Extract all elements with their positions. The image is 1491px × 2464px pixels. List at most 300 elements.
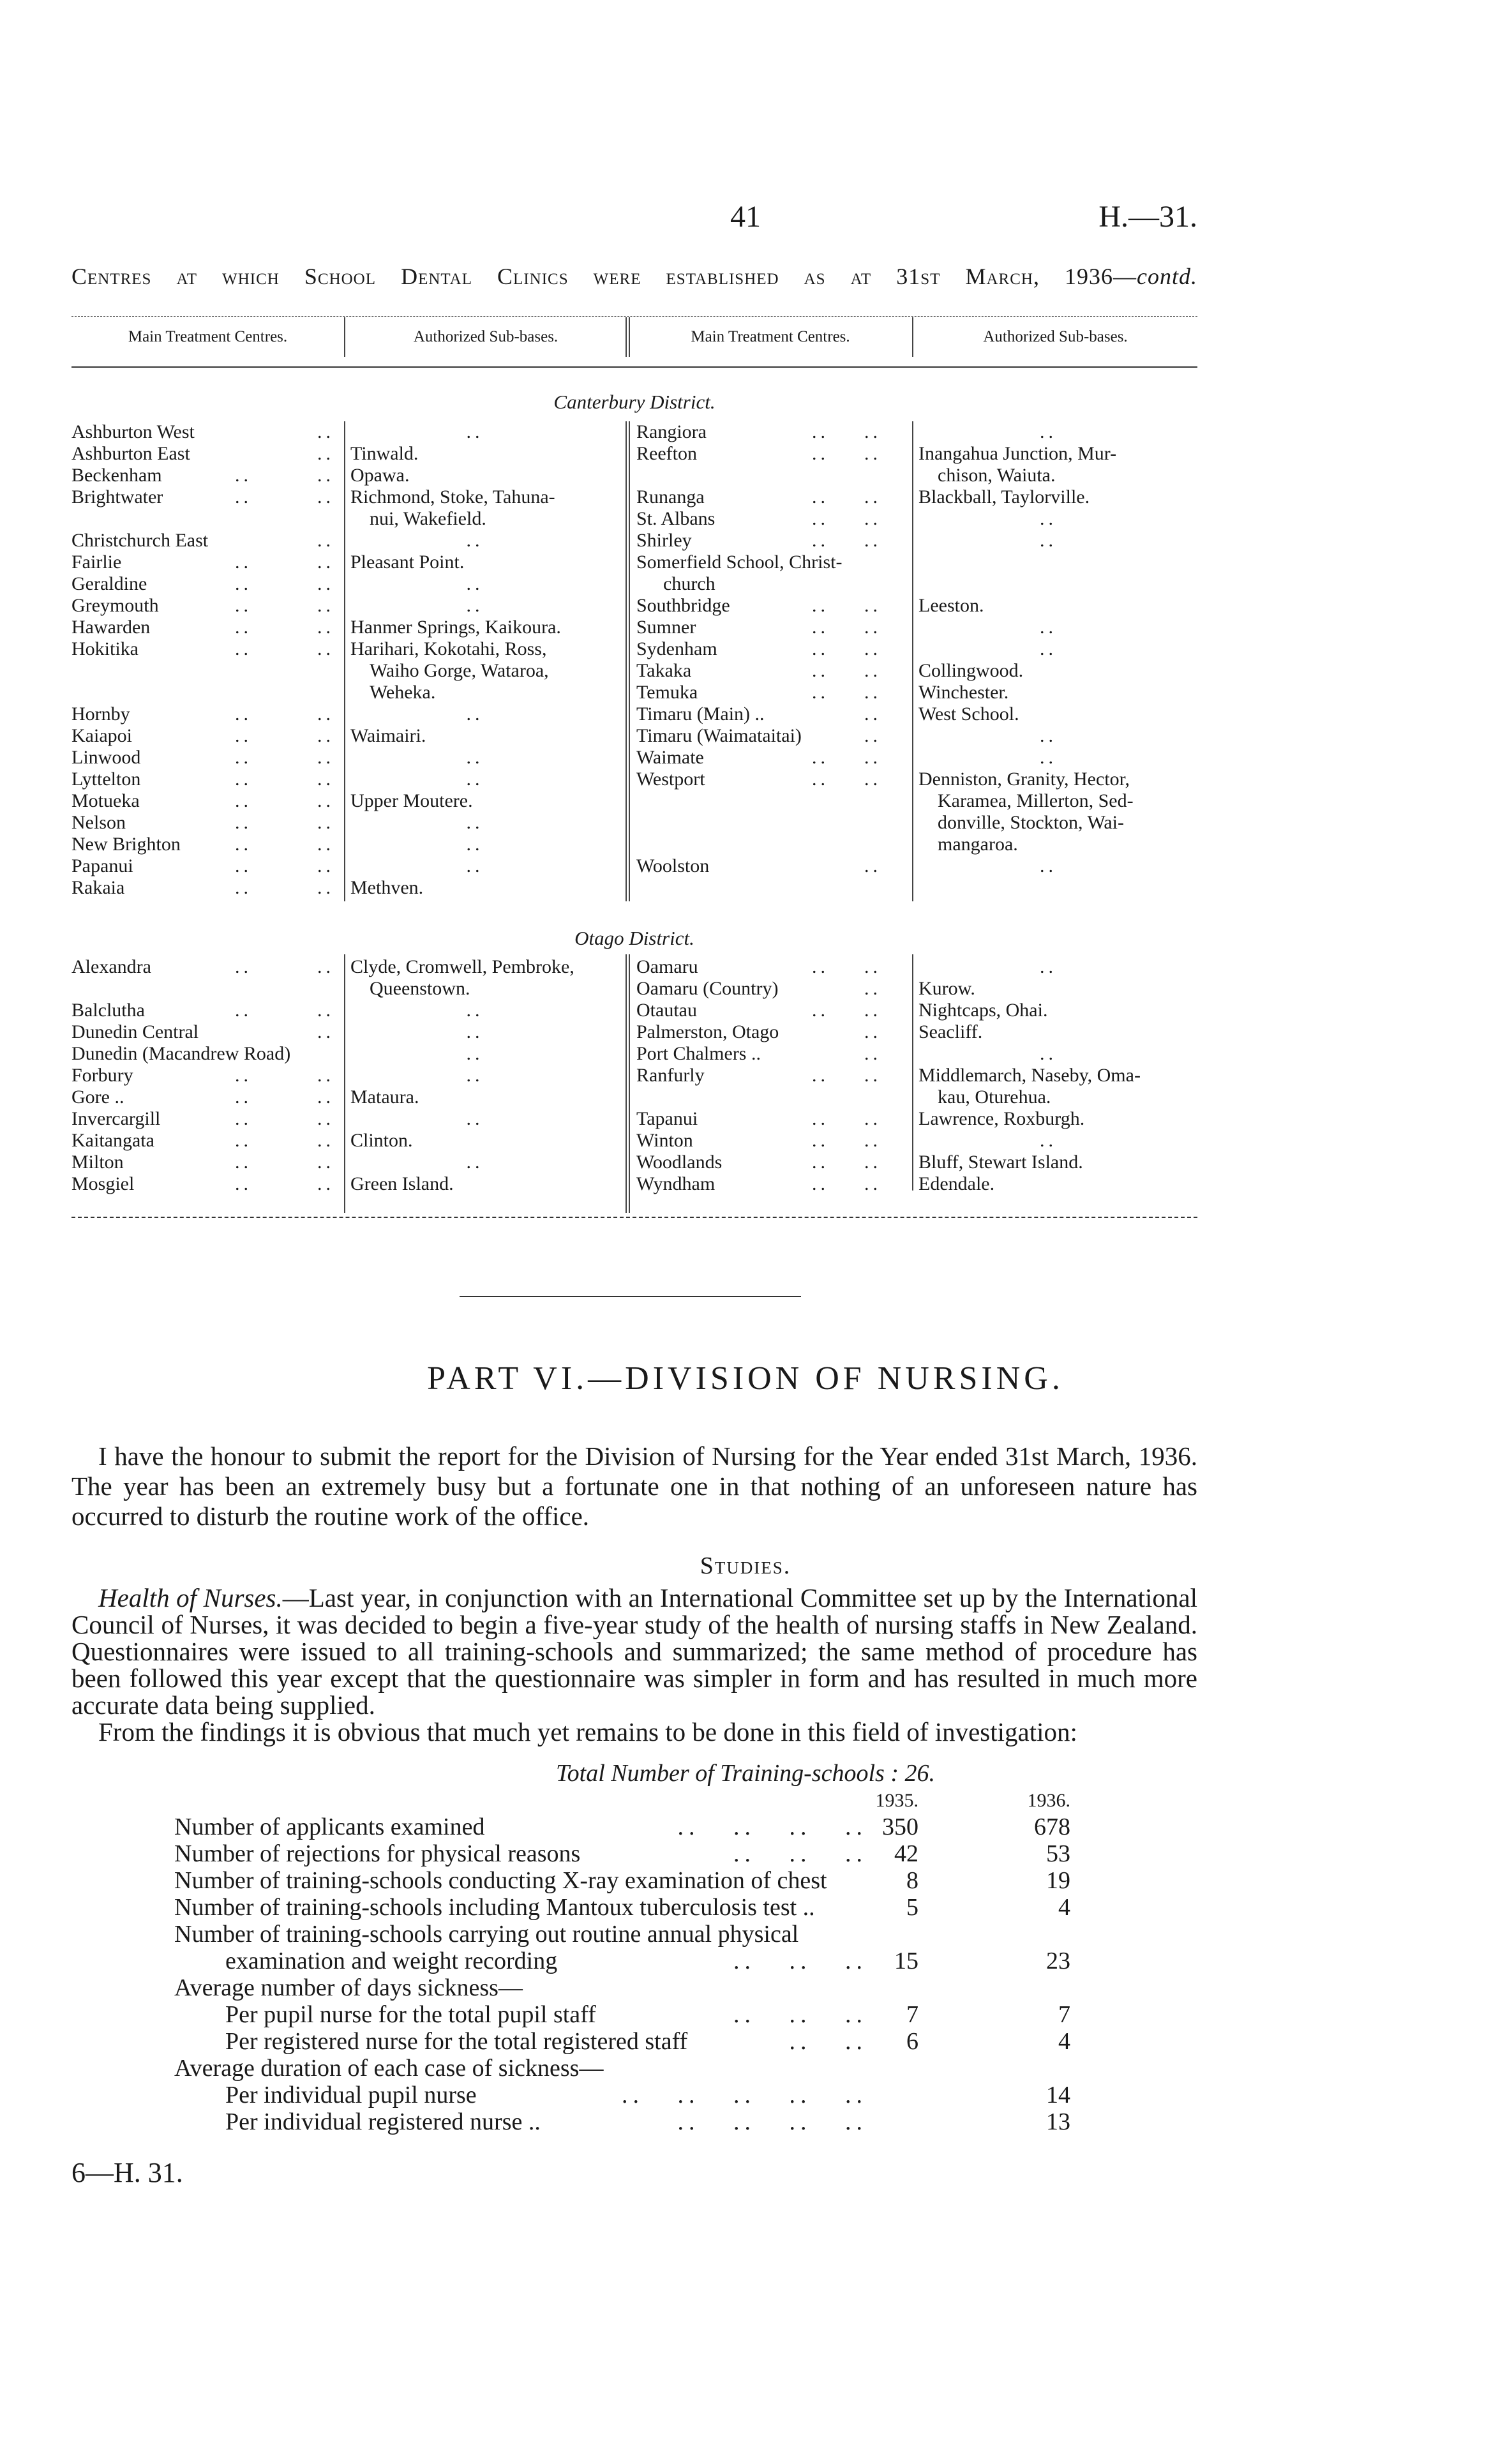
stats-row [174, 1840, 1074, 1867]
table-title-text: Centres at which School Dental Clinics were established as at 31st March, 1936— [71, 264, 1137, 289]
document-reference: H.—31. [1098, 200, 1197, 234]
centre-name: Papanui [71, 855, 133, 876]
clinic-row [636, 978, 1197, 1000]
clinic-row [71, 769, 620, 790]
sub-base: mangaroa. [938, 834, 1018, 855]
centre-name: Lyttelton [71, 769, 141, 790]
dot-leader: .. [235, 956, 252, 977]
clinic-row [71, 855, 620, 877]
dot-leader: .. [235, 552, 252, 573]
clinic-row-line [636, 1086, 1197, 1108]
dot-leader: .. [864, 956, 881, 977]
dot-leader: .. [235, 486, 252, 507]
dot-leader [798, 1921, 867, 1948]
empty-sub-base: .. [466, 769, 484, 790]
sub-base: Methven. [350, 877, 424, 898]
dot-leader: .. [864, 725, 881, 746]
centre-name: Somerfield School, Christ- [636, 552, 843, 573]
sub-base: Upper Moutere. [350, 790, 473, 811]
clinic-row-line [636, 725, 1197, 747]
clinic-row-line [71, 682, 620, 703]
clinic-row-line [636, 595, 1197, 617]
clinic-row-line [636, 769, 1197, 790]
dot-leader: .. [864, 486, 881, 507]
dot-leader: .. [864, 443, 881, 464]
empty-sub-base: .. [466, 812, 484, 833]
clinic-row-line [71, 747, 620, 769]
clinic-row [636, 617, 1197, 638]
centre-name: Ashburton West [71, 421, 195, 442]
dot-leader: .. [864, 1065, 881, 1086]
clinic-row [71, 595, 620, 617]
stats-row [174, 1921, 1074, 1948]
district-heading-canterbury: Canterbury District. [553, 391, 716, 413]
clinic-row-line [636, 617, 1197, 638]
clinic-row [71, 1021, 620, 1043]
clinic-row-line [71, 877, 620, 899]
centre-name: Woodlands [636, 1152, 723, 1173]
dot-leader: .. [317, 956, 334, 977]
dot-leader: .. [812, 660, 829, 681]
clinic-row [636, 638, 1197, 660]
dot-leader: .. [235, 812, 252, 833]
clinic-row-line [636, 1173, 1197, 1195]
dot-leader: .. [317, 769, 334, 790]
dot-leader: .. [864, 1173, 881, 1194]
empty-sub-base: .. [466, 855, 484, 876]
dot-leader: .. [812, 1130, 829, 1151]
centre-name: Beckenham [71, 465, 162, 486]
clinic-row-line [636, 443, 1197, 465]
clinic-row [71, 790, 620, 812]
centre-name: Rangiora [636, 421, 707, 442]
sub-base: kau, Oturehua. [938, 1086, 1051, 1108]
stats-label: Average number of days sickness— [174, 1974, 523, 2001]
clinic-row [71, 573, 620, 595]
centre-name: Mosgiel [71, 1173, 135, 1194]
empty-sub-base: .. [1040, 956, 1057, 977]
dot-leader: .. [317, 421, 334, 442]
value-1935 [867, 1974, 918, 2001]
sub-base: Opawa. [350, 465, 410, 486]
empty-sub-base: .. [466, 1043, 484, 1064]
clinic-row-line [636, 956, 1197, 978]
centre-name: Palmerston, Otago [636, 1021, 779, 1042]
dot-leader: .. [235, 638, 252, 659]
clinic-row [636, 595, 1197, 617]
dot-leader: .. [812, 638, 829, 659]
value-1936 [918, 1974, 1074, 2001]
header-main-centres-2: Main Treatment Centres. [691, 328, 850, 345]
sub-base: Mataura. [350, 1086, 419, 1108]
centre-name: Timaru (Waimataitai) [636, 725, 802, 746]
value-1936: 7 [1058, 2001, 1070, 2028]
health-text: —Last year, in conjunction with an International Committee set up by the International Council of Nurses, it was decided to begin a five-year study of the health of nursing staffs in New Zealand. Questionnaires were issued to all training-schools and summarized; the same method of procedure has been followed this year except that the questionnaire was simpler in form and has resulted in much more accurate data being supplied. [71, 1583, 1197, 1720]
clinic-row-line [71, 978, 620, 1000]
centre-name: Wyndham [636, 1173, 716, 1194]
centre-name: Kaitangata [71, 1130, 154, 1151]
stats-table [174, 1788, 1074, 2135]
clinic-row [636, 660, 1197, 682]
sub-base: Tinwald. [350, 443, 419, 464]
clinic-row [636, 1130, 1197, 1152]
dot-leader: .. [812, 530, 829, 551]
dot-leader: .. [235, 1065, 252, 1086]
centre-name: Kaiapoi [71, 725, 132, 746]
dot-leader: .. [317, 725, 334, 746]
stats-row [174, 2001, 1074, 2028]
sub-base: Clyde, Cromwell, Pembroke, [350, 956, 574, 977]
clinic-row-line [71, 573, 620, 595]
clinic-row [71, 638, 620, 703]
centre-name: New Brighton [71, 834, 181, 855]
clinic-row [71, 834, 620, 855]
centre-name: Winton [636, 1130, 693, 1151]
empty-sub-base: .. [1040, 725, 1057, 746]
sub-base: Bluff, Stewart Island. [918, 1152, 1083, 1173]
dot-leader: .. [317, 1108, 334, 1129]
clinic-row-line [71, 1152, 620, 1173]
year-1936: 1936. [1027, 1790, 1070, 1811]
dot-leader: .. .. .. .. [677, 1814, 867, 1840]
dot-leader: .. [317, 552, 334, 573]
centre-name: Fairlie [71, 552, 122, 573]
health-paragraph [71, 1584, 1197, 1718]
clinic-row-line [71, 703, 620, 725]
dot-leader: .. [235, 747, 252, 768]
dot-leader: .. [864, 530, 881, 551]
dot-leader: .. [317, 1173, 334, 1194]
clinic-row-line [636, 790, 1197, 812]
centre-name: Invercargill [71, 1108, 161, 1129]
sub-base: donville, Stockton, Wai- [938, 812, 1125, 833]
stats-label: Per individual pupil nurse [225, 2082, 477, 2108]
clinic-row-line [636, 1108, 1197, 1130]
centre-name: Ashburton East [71, 443, 190, 464]
centre-name: Rakaia [71, 877, 125, 898]
dot-leader: .. [812, 508, 829, 529]
dot-leader: .. [235, 769, 252, 790]
dot-leader: .. [235, 1152, 252, 1173]
sub-base: chison, Waiuta. [938, 465, 1056, 486]
empty-sub-base: .. [466, 1152, 484, 1173]
empty-sub-base: .. [466, 1065, 484, 1086]
clinic-row-line [636, 421, 1197, 443]
centre-name: Waimate [636, 747, 704, 768]
sub-base: nui, Wakefield. [370, 508, 486, 529]
clinic-row-line [71, 1086, 620, 1108]
otago-right-half [636, 956, 1197, 1195]
value-1935 [867, 2082, 918, 2108]
clinic-row-line [71, 1000, 620, 1021]
stats-row [174, 1948, 1074, 1974]
header-bottom-rule [71, 366, 1197, 368]
clinic-row [71, 421, 620, 443]
empty-sub-base: .. [466, 834, 484, 855]
clinic-row-line [71, 1021, 620, 1043]
clinic-row [636, 508, 1197, 530]
value-1935: 6 [906, 2028, 918, 2055]
sub-base: Karamea, Millerton, Sed- [938, 790, 1134, 811]
empty-sub-base: .. [466, 703, 484, 725]
clinic-row [636, 855, 1197, 877]
dot-leader: .. [812, 421, 829, 442]
sub-base: Inangahua Junction, Mur- [918, 443, 1117, 464]
sub-base: Hanmer Springs, Kaikoura. [350, 617, 561, 638]
dot-leader: .. [317, 1152, 334, 1173]
sub-base: Collingwood. [918, 660, 1024, 681]
centre-name: Motueka [71, 790, 140, 811]
centre-name: Greymouth [71, 595, 159, 616]
stats-row [174, 1974, 1074, 2001]
clinic-row [636, 703, 1197, 725]
dot-leader: .. [864, 1043, 881, 1064]
clinic-row [71, 1000, 620, 1021]
table-bottom-rule [71, 1217, 1197, 1218]
value-1936 [918, 2055, 1074, 2082]
sub-base: Seacliff. [918, 1021, 983, 1042]
stats-rows [174, 1814, 1074, 2135]
empty-sub-base: .. [466, 1108, 484, 1129]
empty-sub-base: .. [1040, 1043, 1057, 1064]
clinic-row-line [71, 1108, 620, 1130]
dot-leader: .. [317, 790, 334, 811]
clinic-row-line [71, 855, 620, 877]
dot-leader: .. [812, 1065, 829, 1086]
stats-label: Per pupil nurse for the total pupil staff [225, 2001, 596, 2028]
column-rule [912, 317, 913, 357]
value-1936: 14 [1046, 2082, 1070, 2108]
dot-leader: .. [235, 617, 252, 638]
stats-label: Average duration of each case of sickness— [174, 2055, 604, 2082]
clinic-row-line [71, 1043, 620, 1065]
stats-row [174, 2028, 1074, 2055]
sub-base: Green Island. [350, 1173, 454, 1194]
dot-leader: .. [235, 573, 252, 594]
clinic-row-line [71, 486, 620, 508]
dot-leader: .. .. .. [733, 1840, 867, 1867]
empty-sub-base: .. [466, 530, 484, 551]
clinic-row [636, 769, 1197, 855]
centre-name: Nelson [71, 812, 126, 833]
dot-leader: .. [317, 465, 334, 486]
clinic-row-line [636, 834, 1197, 855]
value-1936: 19 [1046, 1867, 1070, 1894]
dot-leader: .. [812, 769, 829, 790]
clinic-row-line [71, 465, 620, 486]
centre-name: Dunedin Central [71, 1021, 199, 1042]
clinic-row [636, 1043, 1197, 1065]
centre-name: Hawarden [71, 617, 151, 638]
centre-name: Gore .. [71, 1086, 124, 1108]
clinic-row [71, 1130, 620, 1152]
clinic-row-line [71, 552, 620, 573]
health-lead: Health of Nurses. [98, 1583, 283, 1612]
dot-leader: .. [317, 486, 334, 507]
column-rule [626, 317, 627, 357]
clinic-row-line [71, 638, 620, 660]
sub-base: Harihari, Kokotahi, Ross, [350, 638, 547, 659]
canterbury-right-half [636, 421, 1197, 877]
clinic-row [71, 1108, 620, 1130]
clinic-row [636, 530, 1197, 552]
column-rule [344, 317, 345, 357]
clinic-row-line [71, 1065, 620, 1086]
dot-leader: .. [235, 595, 252, 616]
canterbury-left-half [71, 421, 620, 899]
clinic-row [636, 1021, 1197, 1043]
stats-row [174, 1867, 1074, 1894]
column-rule [629, 954, 630, 1213]
clinic-row-line [71, 421, 620, 443]
dot-leader [827, 1867, 867, 1894]
sub-base: West School. [918, 703, 1019, 725]
clinic-row-line [636, 508, 1197, 530]
dot-leader: .. [317, 1065, 334, 1086]
empty-sub-base: .. [1040, 1130, 1057, 1151]
dot-leader: .. [317, 834, 334, 855]
sub-base: Kurow. [918, 978, 975, 999]
year-header-spacer [174, 1788, 867, 1814]
sub-base: Leeston. [918, 595, 984, 616]
dot-leader: .. [317, 1021, 334, 1042]
header-sub-bases-2: Authorized Sub-bases. [983, 328, 1128, 345]
dot-leader: .. [864, 747, 881, 768]
stats-title: Total Number of Training-schools : 26. [555, 1760, 935, 1787]
clinic-row [636, 443, 1197, 486]
empty-sub-base: .. [466, 595, 484, 616]
dot-leader: .. [235, 1000, 252, 1021]
value-1936: 4 [1058, 2028, 1070, 2055]
clinic-row-line [71, 1130, 620, 1152]
clinic-row-line [636, 552, 1197, 573]
value-1935: 5 [906, 1894, 918, 1921]
value-1936: 4 [1058, 1894, 1070, 1921]
dot-leader: .. [235, 1108, 252, 1129]
centre-name: Tapanui [636, 1108, 698, 1129]
dot-leader: .. [235, 790, 252, 811]
clinic-row [636, 682, 1197, 703]
centre-name: Sydenham [636, 638, 717, 659]
dot-leader [523, 1974, 867, 2001]
dot-leader: .. [812, 617, 829, 638]
studies-heading: Studies. [700, 1552, 791, 1579]
district-heading-otago: Otago District. [574, 927, 694, 949]
centre-name: Runanga [636, 486, 705, 507]
dot-leader: .. [235, 855, 252, 876]
table-top-rule [71, 316, 1197, 317]
centre-name: Shirley [636, 530, 692, 551]
clinic-row [71, 877, 620, 899]
dot-leader: .. [864, 978, 881, 999]
dot-leader: .. [317, 812, 334, 833]
value-1936: 53 [1046, 1840, 1070, 1867]
sub-base: Blackball, Taylorville. [918, 486, 1090, 507]
sub-base: Nightcaps, Ohai. [918, 1000, 1048, 1021]
value-1936: 23 [1046, 1948, 1070, 1974]
clinic-row [71, 486, 620, 530]
clinic-row [636, 552, 1197, 595]
centre-name: Hokitika [71, 638, 139, 659]
dot-leader: .. [812, 1108, 829, 1129]
clinic-row-line [636, 1152, 1197, 1173]
empty-sub-base: .. [1040, 617, 1057, 638]
dot-leader: .. [812, 486, 829, 507]
sub-base: Queenstown. [370, 978, 470, 999]
centre-name: St. Albans [636, 508, 716, 529]
clinic-row-line [636, 1130, 1197, 1152]
clinic-row [636, 421, 1197, 443]
clinic-row [71, 530, 620, 552]
dot-leader: .. .. [789, 2028, 867, 2055]
dot-leader: .. [864, 1021, 881, 1042]
clinic-row [636, 1065, 1197, 1108]
clinic-row-line [71, 508, 620, 530]
clinic-row-line [636, 812, 1197, 834]
centre-name: Ranfurly [636, 1065, 705, 1086]
dot-leader: .. [812, 956, 829, 977]
clinic-row-line [71, 660, 620, 682]
dot-leader: .. [317, 877, 334, 898]
clinic-row [636, 725, 1197, 747]
section-separator [460, 1296, 801, 1297]
clinic-row [71, 443, 620, 465]
sub-base: Waimairi. [350, 725, 426, 746]
centre-name: Otautau [636, 1000, 697, 1021]
sub-base: Edendale. [918, 1173, 995, 1194]
value-1935 [867, 2055, 918, 2082]
empty-sub-base: .. [1040, 638, 1057, 659]
dot-leader: .. [864, 595, 881, 616]
header-sub-bases-1: Authorized Sub-bases. [413, 328, 558, 345]
stats-label: Per individual registered nurse .. [225, 2108, 541, 2135]
stats-row [174, 2055, 1074, 2082]
centre-name: Brightwater [71, 486, 163, 507]
clinic-row [636, 1152, 1197, 1173]
dot-leader [815, 1894, 867, 1921]
page-number: 41 [730, 200, 761, 234]
dot-leader: .. [317, 638, 334, 659]
dot-leader: .. [317, 855, 334, 876]
dot-leader: .. [317, 443, 334, 464]
clinic-row [71, 725, 620, 747]
dot-leader: .. [864, 1000, 881, 1021]
dot-leader: .. [235, 1173, 252, 1194]
dot-leader: .. [317, 530, 334, 551]
dot-leader: .. [864, 638, 881, 659]
stats-row [174, 1894, 1074, 1921]
centre-name: Milton [71, 1152, 124, 1173]
stats-row [174, 2108, 1074, 2135]
sub-base: Middlemarch, Naseby, Oma- [918, 1065, 1141, 1086]
dot-leader: .. [317, 617, 334, 638]
clinic-row [71, 747, 620, 769]
clinic-row [636, 747, 1197, 769]
clinic-row-line [71, 725, 620, 747]
dot-leader: .. [235, 725, 252, 746]
clinic-row [71, 1173, 620, 1195]
clinic-row-line [636, 703, 1197, 725]
sub-base: Winchester. [918, 682, 1009, 703]
empty-sub-base: .. [1040, 421, 1057, 442]
dot-leader: .. [812, 1173, 829, 1194]
intro-text: I have the honour to submit the report for the Division of Nursing for the Year ended 31st March, 1936. The year has been an extremely busy but a fortunate one in that nothing of an unforeseen nature has occurred to disturb the routine work of the office. [71, 1441, 1197, 1531]
dot-leader: .. [235, 1130, 252, 1151]
column-rule [626, 421, 627, 901]
clinic-row [71, 1086, 620, 1108]
empty-sub-base: .. [1040, 855, 1057, 876]
clinic-row-line [636, 573, 1197, 595]
